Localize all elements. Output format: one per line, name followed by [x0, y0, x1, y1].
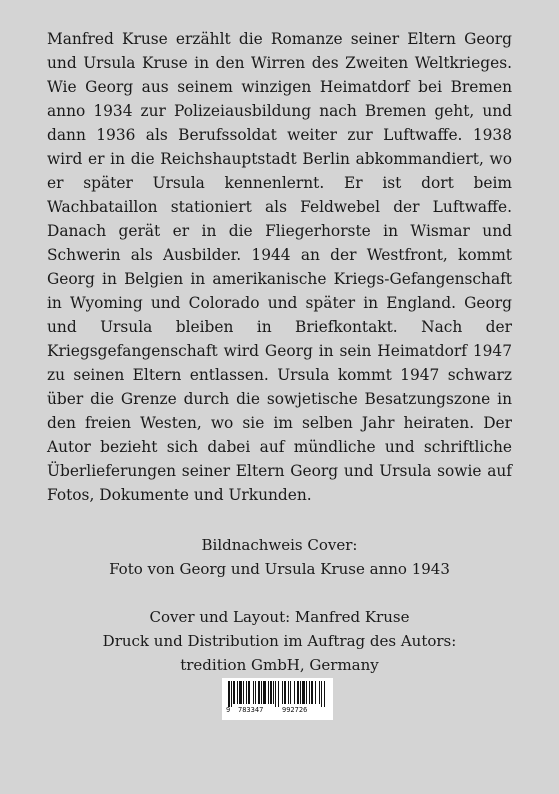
barcode-bar: [319, 681, 320, 704]
barcode-bar: [255, 681, 256, 704]
back-cover-content: [47, 27, 512, 701]
barcode-bar: [297, 681, 299, 704]
barcode-bar: [248, 681, 250, 704]
barcode-bar: [239, 681, 242, 704]
barcode-bar: [233, 681, 235, 704]
barcode-bar: [290, 681, 291, 704]
barcode-bar: [288, 681, 289, 704]
barcode-bar: [270, 681, 272, 704]
barcode-bar: [246, 681, 247, 704]
barcode-bar: [228, 681, 230, 707]
layout-credit: Cover und Layout: Manfred Kruse: [149, 608, 410, 626]
barcode-bar: [268, 681, 269, 704]
barcode-bar: [282, 681, 283, 704]
barcode-bar: [258, 681, 260, 704]
barcode-bar: [237, 681, 238, 704]
cover-credit-heading: Bildnachweis Cover:: [201, 536, 358, 554]
barcode-bar: [321, 681, 322, 707]
barcode-bar: [253, 681, 254, 704]
barcode-bar: [309, 681, 310, 704]
barcode-bar: [231, 681, 232, 707]
barcode-bar: [278, 681, 279, 707]
barcode-bar: [273, 681, 274, 704]
barcode-bar: [261, 681, 262, 704]
isbn-barcode: [222, 678, 333, 720]
barcode-bar: [300, 681, 301, 704]
book-blurb: Manfred Kruse erzählt die Romanze seiner Eltern Georg und Ursula Kruse in den Wirren des Zweiten Weltkrieges. Wie Georg aus seinem winzigen Heimatdorf bei Bremen anno 1934 zur Polizeiausbildung nach Bremen geht, und dann 1936 als Berufssoldat weiter zur Luftwaffe. 1938 wird er in die Reichshauptstadt Berlin abkommandiert, wo er später Ursula kennenlernt. Er ist dort beim Wachbataillon stationiert als Feldwebel der Luftwaffe. Danach gerät er in die Fliegerhorste in Wismar und Schwerin als Ausbilder. 1944 an der Westfront, kommt Georg in Belgien in amerikanische Kriegs-Gefangenschaft in Wyoming und Colorado und später in England. Georg und Ursula bleiben in Briefkontakt. Nach der Kriegsgefangenschaft wird Georg in sein Heimatdorf 1947 zu seinen Eltern entlassen. Ursula kommt 1947 schwarz über die Grenze durch die sowjetische Besatzungszone in den freien Westen, wo sie im selben Jahr heiraten. Der Autor bezieht sich dabei auf mündliche und schriftliche Überlieferungen seiner Eltern Georg und Ursula sowie auf Fotos, Dokumente und Urkunden.: [47, 30, 512, 504]
barcode-bar: [294, 681, 295, 704]
barcode-bars: [226, 681, 330, 707]
barcode-bar: [302, 681, 305, 704]
cover-image-credit: [47, 533, 512, 581]
barcode-bar: [324, 681, 325, 707]
barcode-bar: [315, 681, 316, 704]
publisher-name: tredition GmbH, Germany: [180, 656, 379, 674]
barcode-lead-digit: 9: [226, 706, 231, 714]
barcode-bar: [311, 681, 313, 704]
barcode-bar: [284, 681, 286, 704]
distribution-note: Druck und Distribution im Auftrag des Autors:: [102, 632, 457, 650]
barcode-right-digits: 992726: [282, 706, 308, 714]
barcode-bar: [243, 681, 244, 704]
barcode-bar: [275, 681, 276, 707]
cover-credit-text: Foto von Georg und Ursula Kruse anno 1943: [109, 560, 450, 578]
barcode-left-digits: 783347: [238, 706, 264, 714]
barcode-bar: [306, 681, 307, 704]
barcode-bar: [263, 681, 266, 704]
